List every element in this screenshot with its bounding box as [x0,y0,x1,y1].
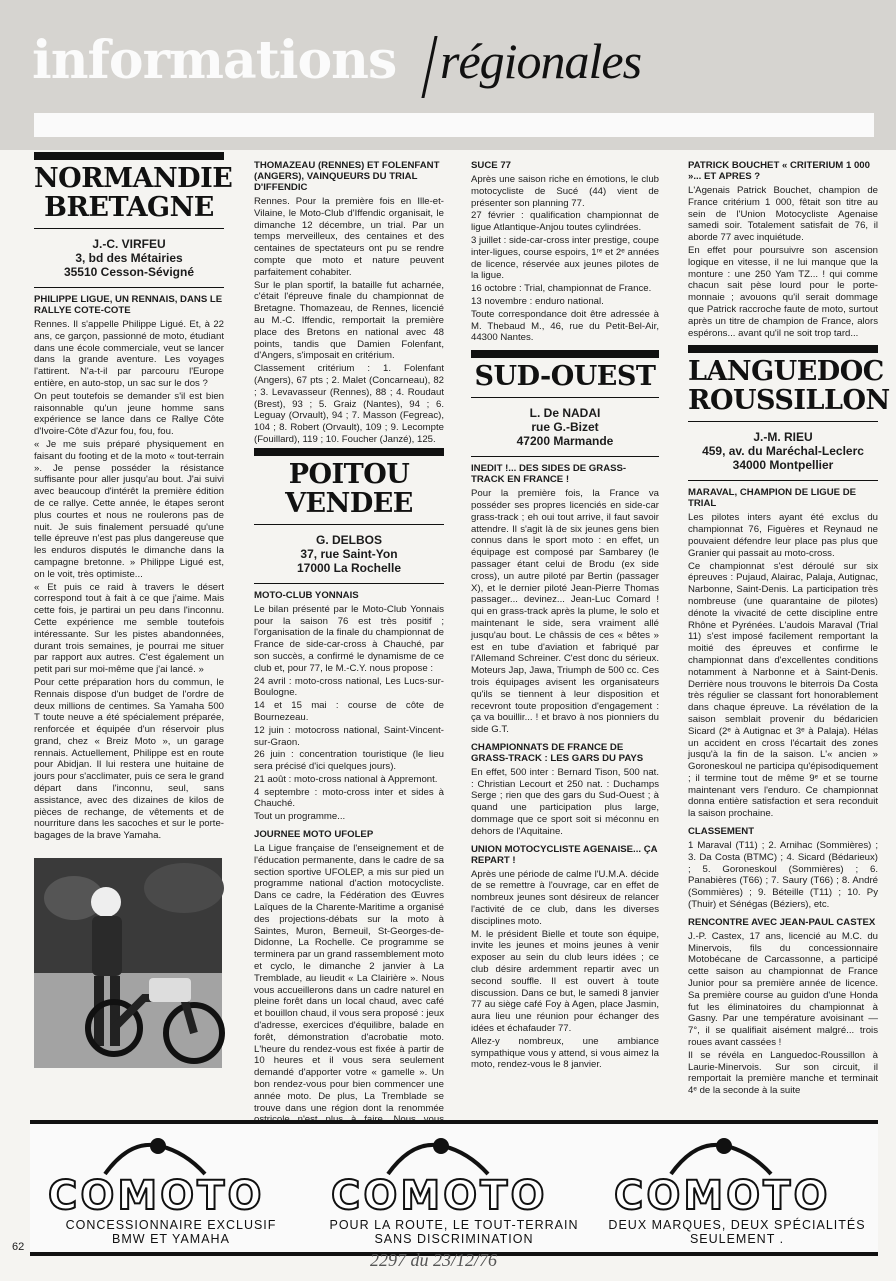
header-strip [34,113,874,137]
divider [688,421,878,422]
rider-photo-image [34,858,222,1068]
rider-logo-icon [100,1134,210,1178]
correspondent-address: 459, av. du Maréchal-Leclerc [702,444,864,459]
correspondent-city: 35510 Cesson-Sévigné [63,265,195,279]
paragraph: 24 avril : moto-cross national, Les Lucs-sur-Boulogne. [254,675,444,699]
article-heading: CLASSEMENT [688,826,755,838]
divider [34,287,224,288]
paragraph: Ce championnat s'est déroulé sur six épreuves : Pujaud, Alairac, Palaja, Autignac, Narbonne, Saint-Denis. La participation très nombreuse (une quarantaine de pilotes) dénote la vivacité de cette discipline entre Rhône et Pyrénées. L'audois Maraval (Trial 11) s'est imposé facilement remportant la moitié des épreuves et confirme le championnat dans d'excellentes conditions notamment à Narbonne et à Saint-Denis. Derrière nous trouvons le biterrois Da Costa très régulier se classant fort honorablement dans chaque épreuve. La révélation de la saison semblait provenir du bédaricien Sicard (2ᵉ à Autignac et 3ᵉ à Palaja). Hélas un accident en cross l'écartait des zones jusqu'à la fin de la saison. L'« ancien » Goroneskoul ne participa qu'épisodiquement ; il termine tout de même 9ᵉ et se tourne maintenant vers l'enduro. Ce championnat donna entière satisfaction et sera reconduit la saison prochaine. [688,560,878,820]
paragraph: J.-P. Castex, 17 ans, licencié au M.C. du Minervois, fils du concessionnaire Motobécane de Carcassonne, a participé cette saison au championnat de France Junior pour sa première année de licence. Sa première course au guidon d'une Honda fut les éliminatoires du championnat à Gasny. Par une température avoisinant — 7°, il se qualifiait aisément malgré... trois roues avant cassées ! [688,930,878,1049]
correspondent-name: L. De NADAI [529,406,601,421]
correspondent-name: J.-M. RIEU [753,430,813,445]
correspondent-address: 3, bd des Métairies [75,251,183,265]
header-separator [421,36,437,98]
paragraph: 12 juin : motocross national, Saint-Vincent-sur-Graon. [254,724,444,748]
header-title-bold: informations [32,30,397,91]
ad-block [596,1124,878,1252]
paragraph: Sur le plan sportif, la bataille fut acharnée, c'était l'épreuve finale du championnat de Bretagne. Thomazeau, de Rennes, licencié au M.-C. Iffendic, remportait la première place des Bretons en national avec 48 points, tandis que Damien Folenfant, d'Angers, s'imposait en critérium. [254,279,444,362]
comoto-advertisement [30,1120,878,1256]
paragraph: Classement critérium : 1. Folenfant (Angers), 67 pts ; 2. Malet (Concarneau), 82 ; 3. Levavasseur (Rennes), 88 ; 4. Roudaut (Brest), 93 ; 5. Graiz (Nantes), 94 ; 6. Leguay (Orvault), 94 ; 7. Masson (Fegreac), 104 ; 8. Robert (Orvault), 109 ; 9. Lecompte (Fouillard), 119 ; 10. Foucher (Janzé), 125. [254,363,444,445]
correspondent-city: 17000 La Rochelle [296,560,402,575]
region-title [471,362,659,391]
article-heading: CHAMPIONNATS DE FRANCE DE GRASS-TRACK : LES GARS DU PAYS [471,741,644,764]
paragraph: On peut toutefois se demander s'il est bien raisonnable qu'un jeune homme sans expérience se lance dans ce Rallye Côte d'Ivoire-Côte d'Azur fou, fou, fou. [34,390,224,438]
paragraph: M. le président Bielle et toute son équipe, invite les jeunes et moins jeunes à venir exposer au sein du club leurs idées ; ce club désire ardemment repartir avec un second souffle. Il est ouvert à toute discussion. Dans ce but, le samedi 8 janvier 77 au siège café Foy à Agen, place Jasmin, aura lieu une réunion pour échanger des idées et échafauder 77. [471,928,659,1035]
paragraph: En effet, 500 inter : Bernard Tison, 500 nat. : Christian Lecourt et 250 nat. : Duchamps Serge ; rien que des gars du Sud-Ouest ; à quand une participation plus large, dommage que ce sport soit si méconnu en dehors de l'Aquitaine. [471,766,659,837]
region-title [688,356,890,417]
correspondent-address: rue G.-Bizet [531,420,599,435]
page-number: 62 [12,1241,25,1253]
paragraph: Après une période de calme l'U.M.A. décide de se remettre à l'ouvrage, car en effet de nombreux jeunes sont désireux de relancer l'activité de ce club, dans les diverses disciplines moto. [471,868,659,927]
region-line: POITOU [288,458,410,490]
divider [471,456,659,457]
article-heading: THOMAZEAU (RENNES) ET FOLENFANT (ANGERS), VAINQUEURS DU TRIAL D'IFFENDIC [254,160,440,193]
article-heading: INEDIT !... DES SIDES DE GRASS-TRACK EN FRANCE ! [471,463,627,486]
paragraph: 14 et 15 mai : course de côte de Bournezeau. [254,700,444,723]
paragraph: 26 juin : concentration touristique (le lieu sera précisé d'ici quelques jours). [254,749,444,773]
ad-block [313,1124,595,1252]
handwritten-note: 2297 du 23/12/76 [370,1250,498,1270]
comoto-logo: COMOTO [331,1173,548,1219]
article-heading: PATRICK BOUCHET « CRITERIUM 1 000 »... ET APRES ? [688,160,870,182]
paragraph: 21 août : moto-cross national à Appremont. [254,773,438,785]
region-line: NORMANDIE [34,163,233,194]
divider [34,228,224,229]
correspondent-city: 47200 Marmande [516,434,614,449]
divider [688,480,878,481]
paragraph: Après une saison riche en émotions, le club motocycliste de Sucé (44) vient de présenter son planning 77. [471,174,659,209]
paragraph: 4 septembre : moto-cross inter et sides à Chauché. [254,786,444,810]
paragraph: Pour la première fois, la France va posséder ses propres licenciés en side-car grass-track ; eh oui tout arrive, il faut savoir attendre. Il s'agit là de six jeunes gens bien connus dans le sport moto : en effet, un équipage est composé par Sambarey (le passager étant celui de Brodu (ex side cross), un autre piloté par Bertin (passager X), et le dernier piloté Jean-Pierre Thomas passager... devinez... Jean-Luc Comard ! qui en grass-track après la plume, le solo et maintenant le side, sera vraiment allé jusqu'au bout. Le châssis de ces « bêtes » est en tube d'aviation et fabriqué par l'Allemand Schreiner. C'est donc du sérieux. Moteurs Jap, Jawa, Triumph de 500 cc. Ces trois équipages avisent les organisateurs qu'ils se tiennent à leur disposition et recevront toute proposition d'engagement : ça va bouillir... ! et bravo à nos pionniers du side G.T. [471,488,659,736]
column-languedoc [688,158,890,1098]
paragraph: 13 novembre : enduro national. [471,295,604,307]
article-heading: PHILIPPE LIGUE, UN RENNAIS, DANS LE RALLYE COTE-COTE [34,294,223,316]
rider-logo-icon [666,1134,776,1178]
ad-block [30,1124,312,1252]
article-heading: UNION MOTOCYCLISTE AGENAISE... ÇA REPART ! [471,843,658,866]
correspondent-name: J.-C. VIRFEU [92,237,166,251]
article-heading: JOURNEE MOTO UFOLEP [254,829,374,841]
region-rule [254,448,444,456]
comoto-logo: COMOTO [48,1173,265,1219]
article-heading: MOTO-CLUB YONNAIS [254,589,359,601]
article-heading: SUCE 77 [471,160,511,171]
comoto-logo: COMOTO [614,1173,831,1219]
region-title [254,460,444,518]
paragraph: Les pilotes inters ayant été exclus du championnat 76, Figuères et Reynaud ne pouvaient défendre leur place pas plus que Granier qui passait au moto-cross. [688,512,878,559]
correspondent-name: G. DELBOS [315,532,382,547]
ad-line: SANS DISCRIMINATION [374,1232,534,1246]
paragraph: L'Agenais Patrick Bouchet, champion de France critérium 1 000, fêtait son titre au sein de l'Union Motocycliste Agenaise samedi soir. Totalement satisfait de 76, il aborde 77 avec inquiétude. [688,185,878,244]
ad-line: SEULEMENT . [689,1232,785,1246]
region-rule [471,350,659,358]
rider-photo [34,858,222,1068]
column-poitou [254,158,444,1114]
region-line: ROUSSILLON [688,385,890,417]
paragraph: « Et puis ce raid à travers le désert correspond tout à fait à ce que j'aime. Mais cette fois, je partirai un peu dans l'inconnu. Cette expérience me semble toutefois intéressante. Sur les pistes abandonnées, durant trois semaines, je pourrai me situer par rapport aux autres. C'est également un petit pari sur moi-même que j'ai lancé. » [34,581,224,676]
paragraph: Allez-y nombreux, une ambiance sympathique vous y attend, si vous aimez la moto, rendez-vous le 8 janvier. [471,1035,659,1071]
region-rule [34,152,224,160]
paragraph: 16 octobre : Trial, championnat de France. [471,283,652,295]
correspondent [34,237,224,279]
ad-line: DEUX MARQUES, DEUX SPÉCIALITÉS [608,1218,866,1232]
paragraph: Pour cette préparation hors du commun, le Rennais dispose d'un budget de l'ordre de deux millions de centimes. Sa Yamaha 500 T toute neuve a été spécialement préparée, renforcée et équipée d'un réservoir plus grand, chez « Breiz Moto », un garage rennais. Actuellement, Philippe est en route pour Abidjan. Il lui restera une huitaine de jours pour s'acclimater, puis ce sera le grand départ dans l'inconnu, seul, sans assistance, avec des dizaines de kilos de pièces de rechange, de vêtements et de nourriture dans les sacoches et sur le porte-bagages de la brave Yamaha. [34,676,224,842]
column-sud-ouest [471,158,659,1071]
ad-line: CONCESSIONNAIRE EXCLUSIF [65,1218,277,1232]
paragraph: Tout un programme... [254,811,346,823]
region-line: SUD-OUEST [474,361,656,393]
correspondent [688,430,878,472]
article-heading: MARAVAL, CHAMPION DE LIGUE DE TRIAL [688,487,857,510]
paragraph: Il se révéla en Languedoc-Roussillon à Laurie-Minervois. Sur son circuit, il remportait la première manche et terminait 4ᵉ de la seconde à la suite [688,1049,878,1097]
divider [254,583,444,584]
correspondent-city: 34000 Montpellier [732,458,834,473]
article-heading: RENCONTRE AVEC JEAN-PAUL CASTEX [688,916,876,928]
rider-logo-icon [383,1134,493,1178]
divider [471,397,659,398]
region-line: BRETAGNE [44,192,214,223]
paragraph: Toute correspondance doit être adressée à M. Thebaud M., 46, rue du Petit-Bel-Air, 44300 Nantes. [471,308,659,344]
paragraph: Rennes. Pour la première fois en Ille-et-Vilaine, le Moto-Club d'Iffendic organisait, le dimanche 12 décembre, un trial. Par un temps merveilleux, des centaines et des centaines de spectateurs ont pu se rendre compte que moto et nature peuvent parfaitement cohabiter. [254,196,444,278]
region-rule [688,345,878,353]
region-line: LANGUEDOC [688,356,884,388]
paragraph: En effet pour poursuivre son ascension logique en vitesse, il ne lui manque que la monture : une 250 Yam TZ... ! qui comme chacun sait pèse lourd pour le porte-monnaie ; avouons qu'il serait dommage que Patrick raccroche faute de moto, surtout après un titre de champion de France, alors espérons... avant qu'il ne soit trop tard... [688,244,878,339]
region-title [34,163,233,223]
ad-line: POUR LA ROUTE, LE TOUT-TERRAIN [329,1218,579,1232]
ad-line: BMW ET YAMAHA [112,1232,230,1246]
header-title-italic: régionales [440,33,642,89]
region-line: VENDEE [285,487,413,519]
correspondent [254,533,444,575]
paragraph: Rennes. Il s'appelle Philippe Ligué. Et, à 22 ans, ce garçon, passionné de moto, étudiant dans une école commerciale, veut se lancer dans la grande aventure. Les voyages l'attirent. N'a-t-il par parcouru l'Europe entière, en auto-stop, un sac sur le dos ? [34,319,224,389]
correspondent [471,406,659,448]
paragraph: 27 février : qualification championnat de ligue Atlantique-Anjou toutes cylindrées. [471,210,659,234]
paragraph: La Ligue française de l'enseignement et de l'éducation permanente, dans le cadre de sa section sportive UFOLEP, a mis sur pied un programme national d'action motocycliste. Dans ce cadre, la Fédération des Œuvres Laïques de la Charente-Maritime a organisé des projections-débats sur la moto à Saintes, Muron, Berneuil, St-Georges-de-Didonne, La Rochelle. Ce programme se terminera par un grand rassemblement moto et cyclo, le dimanche 2 janvier à La Tremblade, au lieudit « La Clairière ». Nous vous accueillerons dans un cadre naturel en pleine forêt dans un local chaud, avec café et bouillon chaud, il vous sera proposé : jeux d'adresse, exercices d'équilibre, balade en forêt, démonstration d'acrobatie moto. L'heure du rendez-vous est fixée à partir de 10 heures et il vous sera seulement demandé d'apporter votre « gamelle ». Un bon rendez-vous pour bien commencer une année moto. De plus, La Tremblade se trouve dans une région dont la renommée [254,843,444,1114]
correspondent-address: 37, rue Saint-Yon [300,546,398,561]
paragraph: 3 juillet : side-car-cross inter prestige, coupe inter-ligues, course espoirs, 1ʳᵉ et 2ᵉ années de licence, réservée aux jeunes pilotes de la ligue. [471,234,659,282]
paragraph: 1 Maraval (T11) ; 2. Arnihac (Sommières) ; 3. Da Costa (BTMC) ; 4. Sicard (Bédarieux) ; 5. Goroneskoul (Sommières) ; 6. Panabières (T66) ; 7. Saury (T66) ; 8. André (Sommières) ; 9. Béteille (T11) ; 10. Py (Thuir) et Sénégas (Béziers), etc. [688,840,878,911]
paragraph: « Je me suis préparé physiquement en faisant du footing et de la moto « tout-terrain ». Je pense posséder la résistance suffisante pour aller jusqu'au bout. J'ai suivi avec beaucoup d'intérêt la première édition de ce rallye. Cette année, le étapes seront plus courtes et nous ne roulerons pas de nuit. Je suis finalement persuadé qu'une telle épreuve n'est pas plus dangereuse que les enduros disputés le dimanche dans la campagne bretonne. » Philippe Ligué est, on le voit, très optimiste... [34,438,224,580]
paragraph: Le bilan présenté par le Moto-Club Yonnais pour la saison 76 est très positif ; l'organisation de la finale du championnat de France de side-car-cross à Chauché, par son succès, a confirmé le dynamisme de ce club et, pour 77, le M.-C.Y. nous propose : [254,603,444,674]
divider [254,524,444,525]
header-band [0,0,896,150]
